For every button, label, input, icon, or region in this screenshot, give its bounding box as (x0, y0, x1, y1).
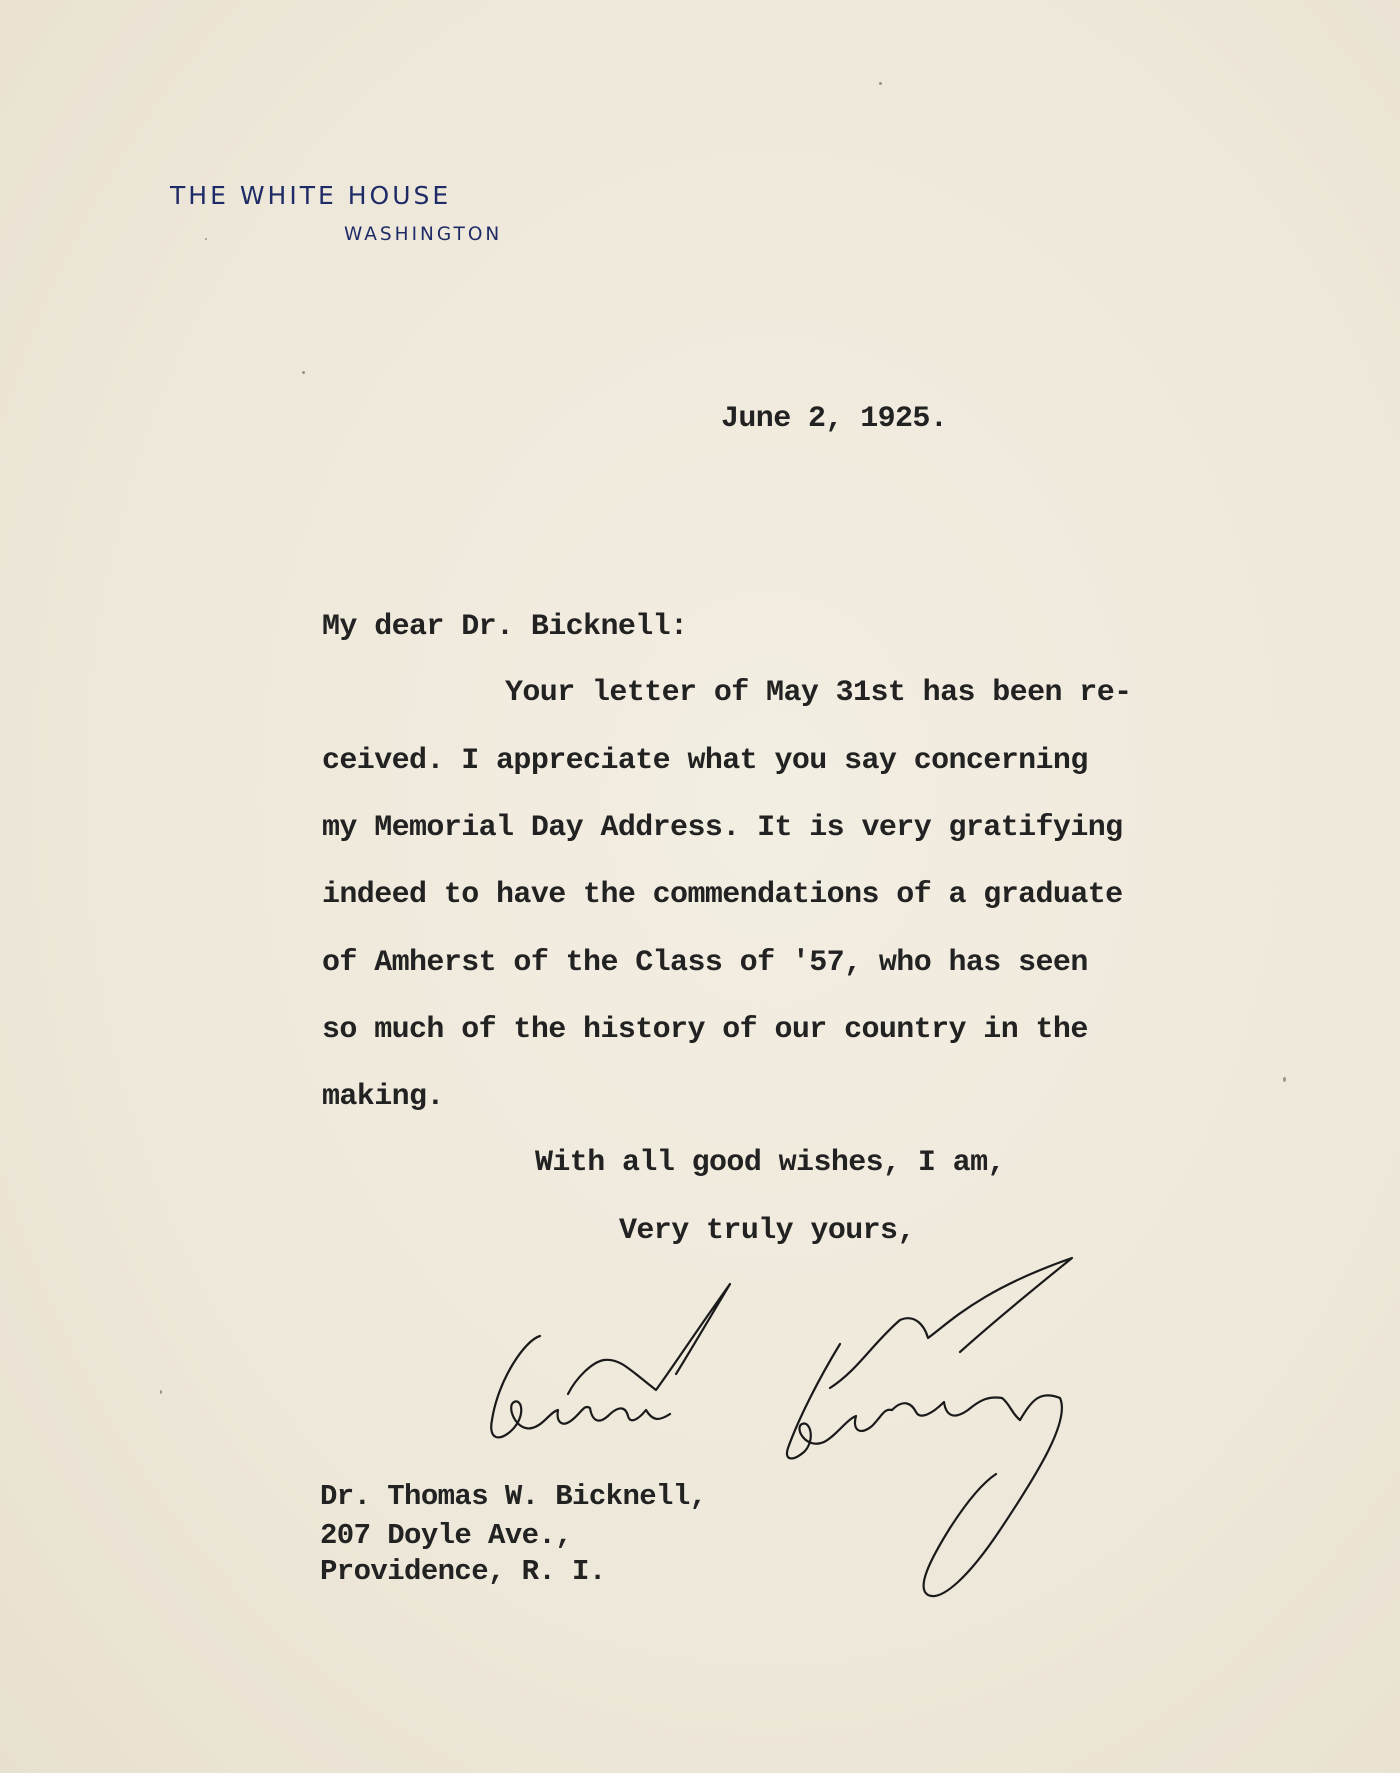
complimentary-close: Very truly yours, (619, 1214, 915, 1248)
letterhead-title: THE WHITE HOUSE (170, 181, 452, 210)
paper-speck (302, 371, 305, 374)
signature-stroke (491, 1336, 608, 1437)
recipient-city: Providence, R. I. (320, 1555, 606, 1588)
paper-speck (1283, 1077, 1286, 1082)
closing-line: With all good wishes, I am, (535, 1146, 1005, 1180)
paper-speck (879, 82, 882, 85)
body-line: Your letter of May 31st has been re- (505, 676, 1132, 710)
salutation: My dear Dr. Bicknell: (322, 610, 688, 644)
paper-speck (160, 1390, 162, 1394)
recipient-name: Dr. Thomas W. Bicknell, (320, 1480, 707, 1513)
body-line: of Amherst of the Class of '57, who has seen (322, 946, 1088, 980)
body-line: making. (322, 1080, 444, 1114)
body-line: indeed to have the commendations of a graduate (322, 878, 1123, 912)
signature-stroke (608, 1408, 670, 1420)
paper-speck (205, 238, 207, 240)
letterhead-city: WASHINGTON (344, 224, 503, 245)
recipient-street: 207 Doyle Ave., (320, 1519, 573, 1552)
body-line: so much of the history of our country in the (322, 1013, 1088, 1047)
signature-stroke (787, 1344, 892, 1458)
body-line: my Memorial Day Address. It is very gratifying (322, 811, 1123, 845)
signature-stroke (892, 1398, 1020, 1421)
body-line: ceived. I appreciate what you say concerning (322, 744, 1088, 778)
signature-stroke (830, 1258, 1072, 1388)
signature-stroke (924, 1395, 1062, 1596)
signature-stroke (568, 1284, 730, 1394)
letter-date: June 2, 1925. (721, 402, 948, 436)
